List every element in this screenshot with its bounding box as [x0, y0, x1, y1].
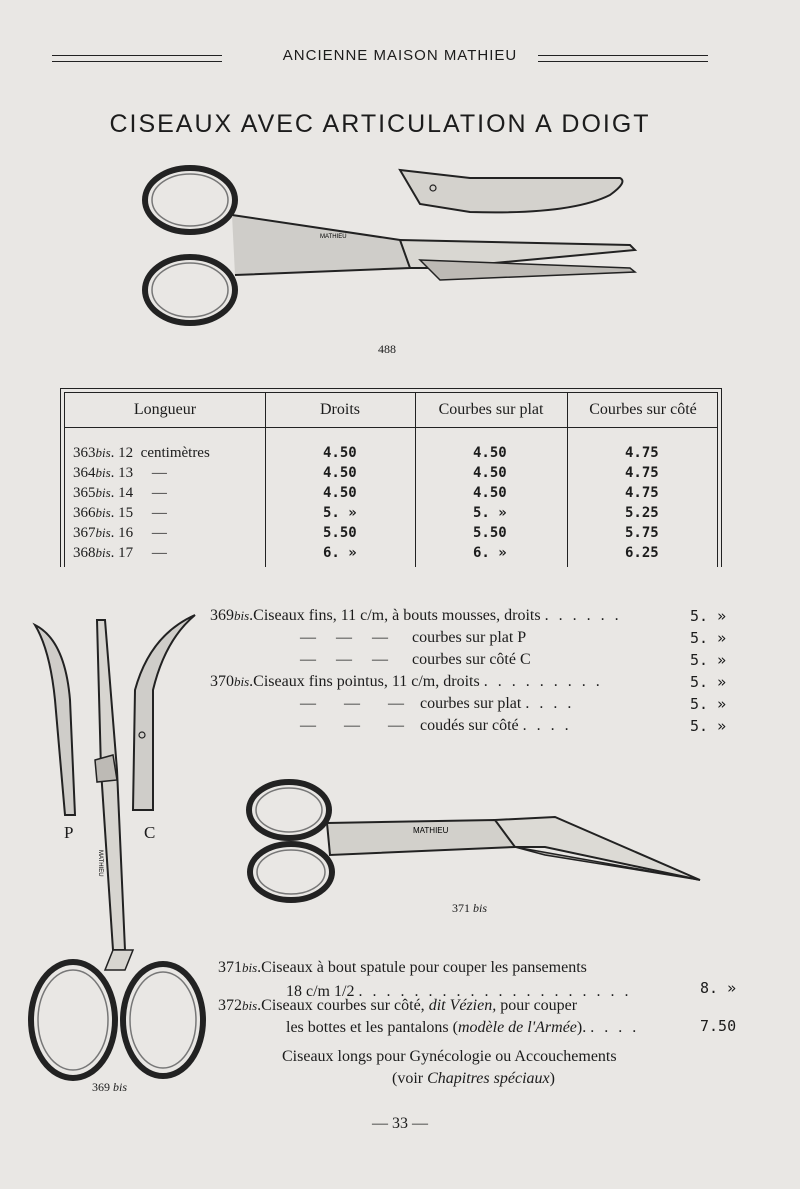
- table-header-flat-curve: Courbes sur plat: [438, 401, 544, 418]
- table-col-side-curve: 4.75 4.75 4.75 5.25 5.75 6.25: [625, 445, 659, 561]
- list-item: 370bis.Ciseaux fins pointus, 11 c/m, droits . . . . . . . . .: [210, 673, 603, 690]
- table-row: 367bis. 16 —: [73, 525, 167, 541]
- item-price: 7.50: [700, 1017, 737, 1035]
- table-col-length: [73, 443, 263, 563]
- list-item: 369bis.Ciseaux fins, 11 c/m, à bouts mousses, droits . . . . . .: [210, 607, 622, 624]
- list-item: — — — courbes sur plat . . . .: [300, 695, 575, 712]
- table-row: 368bis. 17 —: [73, 545, 167, 561]
- table-header-length: Longueur: [133, 401, 197, 418]
- table-col-flat-curve: 4.50 4.50 4.50 5. » 5.50 6. »: [473, 445, 507, 561]
- table-row: 366bis. 15 —: [73, 505, 167, 521]
- table-header-side-curve: Courbes sur côté: [589, 401, 697, 418]
- figure-488-label: 488: [378, 342, 396, 356]
- engraving-371: MATHIEU: [413, 826, 449, 835]
- item-price: 5. »: [690, 695, 727, 713]
- engraving-488: MATHIEU: [320, 234, 347, 240]
- blade-label-p: P: [64, 823, 74, 842]
- scissors-369-illustration: [25, 610, 210, 1085]
- list-item: — — — coudés sur côté . . . .: [300, 717, 572, 734]
- engraving-369: MATHIEU: [97, 850, 103, 877]
- note-line: Ciseaux longs pour Gynécologie ou Accouchements: [282, 1048, 617, 1065]
- list-item: 18 c/m 1/2 . . . . . . . . . . . . . . . . . . . .: [286, 983, 632, 1000]
- table-row: 365bis. 14 —: [73, 485, 167, 501]
- table-header-straight: Droits: [320, 401, 360, 418]
- figure-371-label: 371 bis: [452, 901, 488, 915]
- list-item: 371bis.Ciseaux à bout spatule pour couper les pansements: [218, 959, 587, 976]
- list-item: 372bis.Ciseaux courbes sur côté, dit Vézien, pour couper: [218, 997, 578, 1014]
- header-text: ANCIENNE MAISON MATHIEU: [282, 47, 518, 64]
- list-item: les bottes et les pantalons (modèle de l'Armée). . . . .: [286, 1019, 640, 1036]
- table-row: 364bis. 13 —: [73, 465, 167, 481]
- price-table: [60, 388, 722, 567]
- list-item: — — — courbes sur côté C: [300, 651, 531, 668]
- page-title: CISEAUX AVEC ARTICULATION A DOIGT: [109, 110, 651, 138]
- item-price: 5. »: [690, 673, 727, 691]
- table-col-straight: 4.50 4.50 4.50 5. » 5.50 6. »: [323, 445, 357, 561]
- figure-369-label: 369 bis: [92, 1080, 128, 1094]
- scissors-488-illustration: [140, 160, 640, 340]
- item-price: 5. »: [690, 717, 727, 735]
- item-price: 5. »: [690, 607, 727, 625]
- page-number: — 33 —: [372, 1115, 428, 1132]
- table-row: 363bis. 12 centimètres: [73, 445, 210, 461]
- item-price: 5. »: [690, 651, 727, 669]
- item-price: 8. »: [700, 979, 737, 997]
- blade-label-c: C: [144, 823, 156, 842]
- scissors-371-illustration: [245, 775, 705, 905]
- note-line: (voir Chapitres spéciaux): [392, 1070, 555, 1087]
- list-item: — — — courbes sur plat P: [300, 629, 527, 646]
- item-price: 5. »: [690, 629, 727, 647]
